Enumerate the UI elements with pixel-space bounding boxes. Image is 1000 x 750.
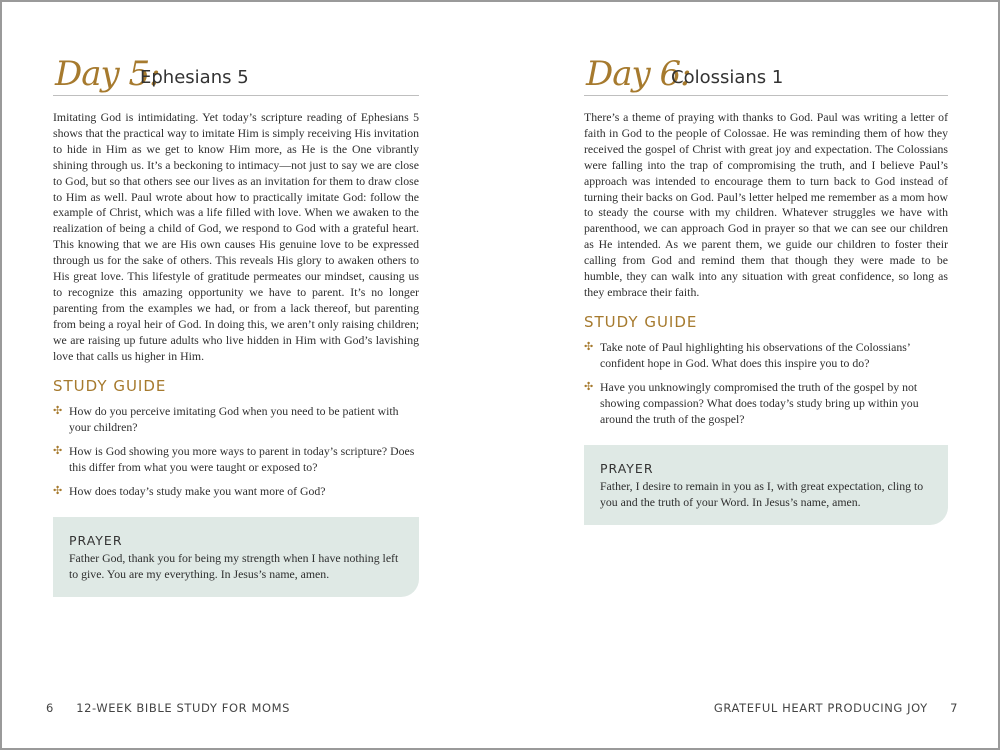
- right-page-content: [584, 52, 948, 525]
- body-paragraph: There’s a theme of praying with thanks to God. Paul was writing a letter of faith in God to the people of Colossae. He was reminding them of how they received the gospel of Christ with great joy and expectation. The Colossians were falling into the trap of compromising the truth, and I believe Paul’s approach was intended to encourage them to turn back to God instead of turning their backs on God. Paul’s letter helped me remember as a mom how to steady the course with my children. Whatever struggles we have with parenthood, we can approach God in prayer so that we can see our children as He intended. As we parent them, we guide our children to foster their calling from God and remind them that though they were made to be humble, they can walk into any situation with great confidence, so long as they embrace their faith.: [584, 110, 948, 299]
- cross-bullet-icon: ✣: [584, 339, 594, 353]
- chapter-title: Ephesians 5: [140, 67, 249, 88]
- page-footer: [46, 701, 290, 715]
- running-head: GRATEFUL HEART PRODUCING JOY: [713, 701, 928, 715]
- left-page-content: [53, 52, 419, 597]
- day-label: Day 5:: [55, 54, 160, 94]
- study-guide-item: [53, 443, 419, 475]
- study-guide-title: STUDY GUIDE: [53, 376, 167, 395]
- study-guide-item-text: Have you unknowingly compromised the truth of the gospel by not showing compassion? What does today’s study bring up within you around the truth of the gospel?: [600, 379, 919, 426]
- page-number: 6: [46, 701, 54, 715]
- cross-bullet-icon: ✣: [53, 403, 63, 417]
- study-guide-item: [584, 339, 948, 371]
- prayer-title: PRAYER: [600, 460, 654, 476]
- body-paragraph: Imitating God is intimidating. Yet today’s scripture reading of Ephesians 5 shows that the practical way to imitate Him is simply receiving His invitation to hide in Him as we get to know Him more, as He is the One vibrantly shining through us. It’s a beckoning to intimacy—not just to say we are close to God, but so that others see our lives as an invitation for them to draw close to Him as well. Paul wrote about how to practically imitate God: follow the example of Christ, which was a life filled with love. When we awaken to the realization of being a child of God, we respond to God with a grateful heart. This knowing that we are His own causes His genuine love to be expressed through us for the sake of others. This reveals His glory to awaken others to His great love. This lifestyle of gratitude permeates our mindset, causing us to recognize this amazing opportunity we have to parent. It’s no longer parenting from the examples we had, or from a lack thereof, but parenting from being a royal heir of God. In doing this, we aren’t only raising children; we are raising up future adults who live hidden in Him with God’s lavishing love that calls us higher in Him.: [53, 110, 419, 363]
- running-head: 12-WEEK BIBLE STUDY FOR MOMS: [76, 701, 291, 715]
- study-guide-item: [53, 483, 419, 499]
- study-guide-list: [584, 339, 948, 427]
- cross-bullet-icon: ✣: [53, 483, 63, 497]
- prayer-box: [53, 517, 419, 597]
- cross-bullet-icon: ✣: [53, 443, 63, 457]
- day-heading: [584, 52, 948, 96]
- study-guide-item-text: How is God showing you more ways to parent in today’s scripture? Does this differ from what you were taught or exposed to?: [69, 443, 415, 474]
- prayer-title: PRAYER: [69, 532, 123, 548]
- left-page: [2, 2, 500, 748]
- page-number: 7: [950, 701, 958, 715]
- cross-bullet-icon: ✣: [584, 379, 594, 393]
- study-guide-item-text: Take note of Paul highlighting his observations of the Colossians’ confident hope in God. What does this inspire you to do?: [600, 339, 910, 370]
- study-guide-item-text: How do you perceive imitating God when you need to be patient with your children?: [69, 403, 399, 434]
- prayer-box: [584, 445, 948, 525]
- study-guide-title: STUDY GUIDE: [584, 312, 698, 331]
- day-heading: [53, 52, 419, 96]
- day-label: Day 6:: [586, 54, 691, 94]
- chapter-title: Colossians 1: [671, 67, 784, 88]
- study-guide-list: [53, 403, 419, 499]
- study-guide-item: [584, 379, 948, 427]
- study-guide-item: [53, 403, 419, 435]
- right-page: [500, 2, 1000, 748]
- prayer-text: Father, I desire to remain in you as I, with great expectation, cling to you and the truth of your Word. In Jesus’s name, amen.: [600, 478, 924, 510]
- page-footer: [714, 701, 958, 715]
- study-guide-item-text: How does today’s study make you want more of God?: [69, 483, 326, 498]
- prayer-text: Father God, thank you for being my strength when I have nothing left to give. You are my everything. In Jesus’s name, amen.: [69, 550, 399, 581]
